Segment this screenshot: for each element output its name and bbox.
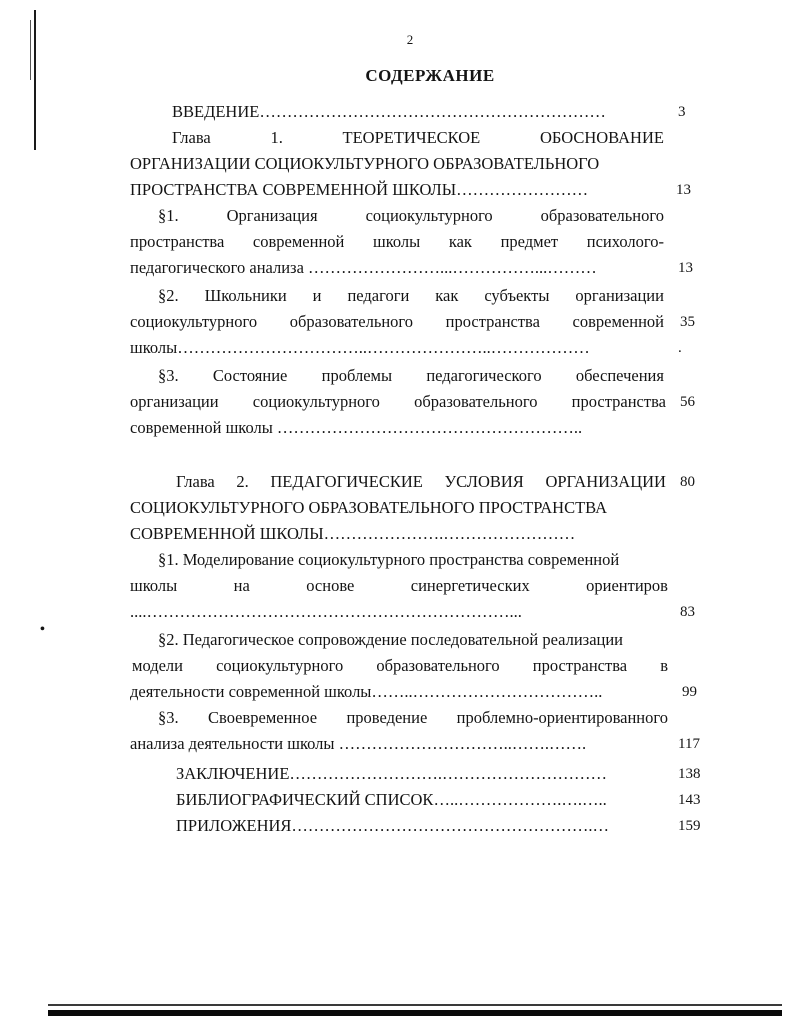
- toc-word: психолого-: [586, 232, 664, 251]
- toc-page-number: 3: [678, 104, 686, 120]
- toc-line: [158, 708, 668, 728]
- toc-word: 1.: [270, 128, 283, 147]
- toc-line: [130, 602, 570, 622]
- toc-line: [158, 550, 668, 570]
- toc-page-number: 99: [682, 684, 697, 700]
- toc-page-number: .: [678, 340, 682, 356]
- toc-word: пространства: [532, 656, 628, 675]
- toc-page-number: 13: [678, 260, 693, 276]
- toc-word: субъекты: [484, 286, 550, 305]
- toc-word: ТЕОРЕТИЧЕСКОЕ: [342, 128, 481, 147]
- toc-word: как: [448, 232, 472, 251]
- toc-word: проблемы: [321, 366, 393, 385]
- toc-word: §2.: [158, 286, 179, 305]
- toc-word: Своевременное: [208, 708, 318, 727]
- toc-word: ОБОСНОВАНИЕ: [539, 128, 664, 147]
- page-title: СОДЕРЖАНИЕ: [365, 66, 495, 85]
- toc-word: образовательного: [376, 656, 500, 675]
- toc-word: пространства: [445, 312, 540, 331]
- toc-text: ОРГАНИЗАЦИИ СОЦИОКУЛЬТУРНОГО ОБРАЗОВАТЕЛЬНОГО: [130, 154, 600, 173]
- toc-word: педагоги: [347, 286, 410, 305]
- toc-text: ПРОСТРАНСТВА СОВРЕМЕННОЙ ШКОЛЫ……………………: [130, 180, 589, 199]
- toc-line: [158, 286, 664, 306]
- toc-text: §2. Педагогическое сопровождение последовательной реализации: [158, 630, 624, 649]
- toc-text: современной школы ………………………………………………..: [130, 418, 583, 437]
- toc-word: Организация: [226, 206, 318, 225]
- toc-page-number: 13: [676, 182, 691, 198]
- toc-line: [130, 734, 666, 754]
- toc-line: [130, 180, 632, 200]
- toc-word: в: [660, 656, 668, 675]
- toc-word: организации: [130, 392, 219, 411]
- toc-word: как: [435, 286, 459, 305]
- toc-word: школы: [372, 232, 421, 251]
- toc-page-number: 159: [678, 818, 701, 834]
- toc-word: 2.: [236, 472, 249, 491]
- toc-line: [132, 656, 668, 676]
- toc-word: Глава: [172, 128, 211, 147]
- toc-text: БИБЛИОГРАФИЧЕСКИЙ СПИСОК…..……………….….…..: [176, 790, 607, 809]
- toc-word: образовательного: [414, 392, 538, 411]
- toc-text: ПРИЛОЖЕНИЯ……………………………………………….…: [176, 816, 610, 835]
- toc-line: [176, 764, 666, 784]
- scan-artifact-mark: •: [40, 622, 45, 637]
- toc-word: социокультурного: [252, 392, 380, 411]
- toc-line: [158, 366, 664, 386]
- toc-line: [130, 418, 660, 438]
- scan-edge-line: [34, 10, 36, 150]
- scan-bottom-bar: [48, 1010, 782, 1016]
- toc-page-number: 56: [680, 394, 695, 410]
- toc-line: [130, 392, 666, 412]
- toc-word: Школьники: [204, 286, 287, 305]
- toc-page-number: 143: [678, 792, 701, 808]
- toc-line: [130, 258, 654, 278]
- toc-line: [158, 206, 664, 226]
- toc-text: деятельности современной школы……..……………………………..: [130, 682, 603, 701]
- toc-page-number: 117: [678, 736, 700, 752]
- toc-page-number: 80: [680, 474, 695, 490]
- toc-word: образовательного: [289, 312, 414, 331]
- scan-bottom-line: [48, 1004, 782, 1006]
- toc-text: §1. Моделирование социокультурного пространства современной: [158, 550, 620, 569]
- toc-line: [176, 472, 666, 492]
- toc-text: школы……………………………..…………………..………………: [130, 338, 590, 357]
- toc-word: основе: [306, 576, 355, 595]
- toc-line: [176, 816, 666, 836]
- toc-line: [130, 576, 668, 596]
- toc-text: педагогического анализа ……………………...……………...………: [130, 258, 597, 277]
- toc-page-number: 35: [680, 314, 695, 330]
- toc-word: на: [233, 576, 250, 595]
- toc-line: [130, 232, 664, 252]
- toc-word: предмет: [500, 232, 559, 251]
- toc-line: [158, 630, 668, 650]
- toc-word: ОРГАНИЗАЦИИ: [545, 472, 666, 491]
- toc-text: СОЦИОКУЛЬТУРНОГО ОБРАЗОВАТЕЛЬНОГО ПРОСТРАНСТВА: [130, 498, 608, 517]
- toc-text: ....…………………………………………………………...: [130, 602, 522, 621]
- toc-word: социокультурного: [365, 206, 493, 225]
- toc-word: УСЛОВИЯ: [444, 472, 524, 491]
- toc-word: проблемно-ориентированного: [456, 708, 668, 727]
- toc-word: синергетических: [410, 576, 530, 595]
- toc-word: современной: [252, 232, 345, 251]
- toc-word: §3.: [158, 708, 179, 727]
- toc-word: современной: [572, 312, 664, 331]
- toc-text: ЗАКЛЮЧЕНИЕ……………………….…………………………: [176, 764, 608, 783]
- toc-word: пространства: [571, 392, 666, 411]
- toc-word: обеспечения: [575, 366, 664, 385]
- toc-word: ПЕДАГОГИЧЕСКИЕ: [270, 472, 423, 491]
- toc-word: ориентиров: [586, 576, 668, 595]
- toc-page-number: 138: [678, 766, 701, 782]
- toc-line: [172, 102, 642, 122]
- toc-word: модели: [132, 656, 183, 675]
- toc-word: Глава: [176, 472, 215, 491]
- toc-word: школы: [130, 576, 178, 595]
- toc-line: [130, 682, 664, 702]
- toc-text: ВВЕДЕНИЕ………………………………………………………: [172, 102, 606, 121]
- toc-word: педагогического: [426, 366, 542, 385]
- page-number: 2: [406, 32, 414, 47]
- toc-line: [130, 312, 664, 332]
- toc-word: организации: [575, 286, 664, 305]
- toc-word: §3.: [158, 366, 179, 385]
- toc-word: пространства: [130, 232, 225, 251]
- toc-word: образовательного: [540, 206, 664, 225]
- toc-page-number: 83: [680, 604, 695, 620]
- toc-line: [172, 128, 664, 148]
- toc-word: социокультурного: [130, 312, 258, 331]
- toc-line: [130, 154, 664, 174]
- toc-word: и: [312, 286, 322, 305]
- scan-edge-mark: [30, 20, 31, 80]
- toc-line: [176, 790, 666, 810]
- toc-line: [130, 498, 668, 518]
- toc-word: §1.: [158, 206, 179, 225]
- toc-line: [130, 524, 618, 544]
- toc-word: проведение: [346, 708, 428, 727]
- toc-text: СОВРЕМЕННОЙ ШКОЛЫ………………….……………………: [130, 524, 576, 543]
- toc-text: анализа деятельности школы …………………………..…….…….: [130, 734, 587, 753]
- toc-word: социокультурного: [216, 656, 344, 675]
- toc-line: [130, 338, 664, 358]
- toc-word: Состояние: [212, 366, 288, 385]
